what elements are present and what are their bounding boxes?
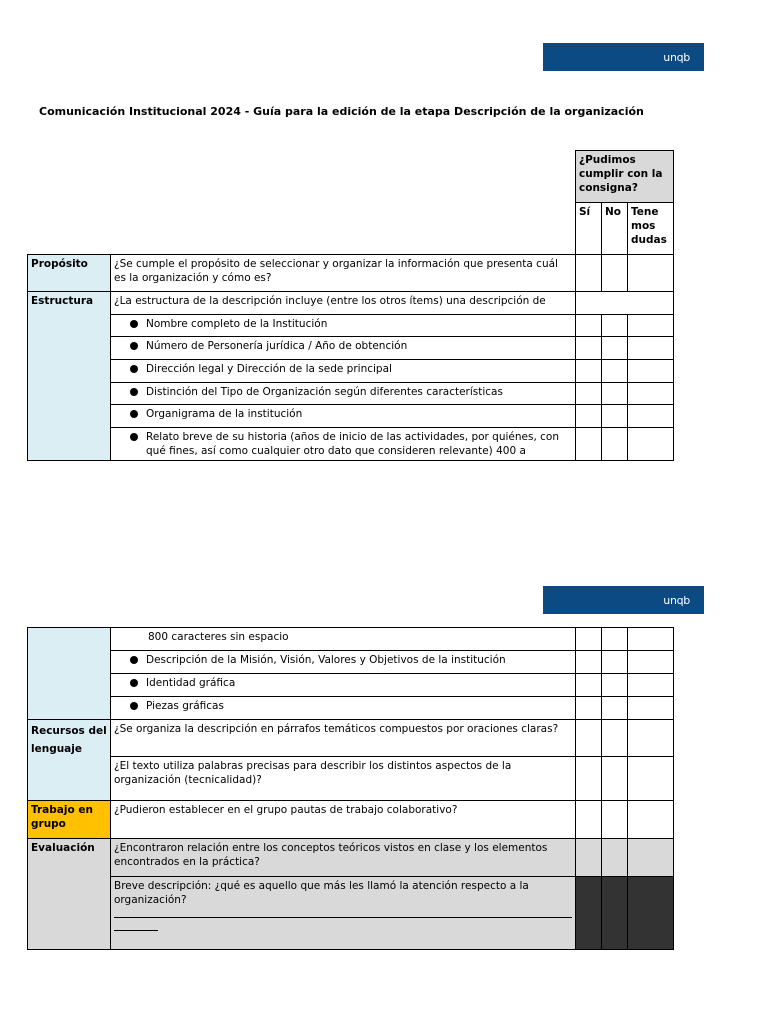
category-estructura: Estructura bbox=[28, 292, 111, 461]
answer-line bbox=[114, 907, 572, 918]
check-no[interactable] bbox=[602, 315, 628, 337]
bullet-icon bbox=[130, 320, 138, 328]
brand-logo bbox=[543, 43, 704, 71]
question-breve: Breve descripción: ¿qué es aquello que más les llamó la atención respecto a la organización? bbox=[114, 880, 529, 906]
header-question: ¿Pudimos cumplir con la consigna? bbox=[576, 151, 674, 203]
check-no[interactable] bbox=[602, 428, 628, 461]
check-dudas[interactable] bbox=[628, 674, 674, 697]
list-item: Número de Personería jurídica / Año de obtención bbox=[114, 339, 572, 353]
question-recursos-2: ¿El texto utiliza palabras precisas para describir los distintos aspectos de la organización (tecnicalidad)? bbox=[111, 757, 576, 801]
check-no[interactable] bbox=[602, 839, 628, 877]
header-dudas: Tene mos dudas bbox=[628, 203, 674, 255]
checklist-table-page2 bbox=[27, 627, 674, 950]
check-dudas[interactable] bbox=[628, 720, 674, 757]
check-dudas[interactable] bbox=[628, 360, 674, 383]
check-dudas[interactable] bbox=[628, 801, 674, 839]
list-item: Descripción de la Misión, Visión, Valores y Objetivos de la institución bbox=[114, 653, 572, 667]
brand-text: unqb bbox=[663, 50, 690, 64]
bullet-icon bbox=[130, 342, 138, 350]
brand-logo bbox=[543, 586, 704, 614]
check-si[interactable] bbox=[576, 428, 602, 461]
check-dudas[interactable] bbox=[628, 337, 674, 360]
bullet-icon bbox=[130, 656, 138, 664]
breve-descripcion-cell[interactable] bbox=[111, 877, 576, 950]
check-dudas[interactable] bbox=[628, 405, 674, 428]
check-dudas[interactable] bbox=[628, 839, 674, 877]
disabled-cell bbox=[628, 877, 674, 950]
check-si[interactable] bbox=[576, 383, 602, 405]
checklist-table-page1 bbox=[27, 150, 674, 461]
page-title: Comunicación Institucional 2024 - Guía para la edición de la etapa Descripción de la organización bbox=[39, 105, 644, 118]
category-recursos: Recursos del lenguaje bbox=[28, 720, 111, 801]
category-trabajo: Trabajo en grupo bbox=[28, 801, 111, 839]
list-item: Piezas gráficas bbox=[114, 699, 572, 713]
check-dudas[interactable] bbox=[628, 428, 674, 461]
check-si[interactable] bbox=[576, 720, 602, 757]
check-dudas[interactable] bbox=[628, 255, 674, 292]
category-evaluacion: Evaluación bbox=[28, 839, 111, 950]
list-item: Relato breve de su historia (años de inicio de las actividades, por quiénes, con qué fines, así como cualquier otro dato que consideren relevante) 400 a bbox=[114, 430, 572, 458]
check-si[interactable] bbox=[576, 757, 602, 801]
disabled-cell bbox=[576, 877, 602, 950]
question-recursos-1: ¿Se organiza la descripción en párrafos temáticos compuestos por oraciones claras? bbox=[111, 720, 576, 757]
list-item-continuation: 800 caracteres sin espacio bbox=[148, 631, 289, 643]
check-no[interactable] bbox=[602, 405, 628, 428]
check-no[interactable] bbox=[602, 360, 628, 383]
header-no: No bbox=[602, 203, 628, 255]
check-si[interactable] bbox=[576, 628, 602, 651]
check-si[interactable] bbox=[576, 839, 602, 877]
brand-text: unqb bbox=[663, 593, 690, 607]
check-no[interactable] bbox=[602, 801, 628, 839]
check-no[interactable] bbox=[602, 674, 628, 697]
check-dudas[interactable] bbox=[628, 383, 674, 405]
check-dudas[interactable] bbox=[628, 757, 674, 801]
check-si[interactable] bbox=[576, 255, 602, 292]
check-no[interactable] bbox=[602, 255, 628, 292]
category-estructura-cont bbox=[28, 628, 111, 720]
check-dudas[interactable] bbox=[628, 697, 674, 720]
header-si: Sí bbox=[576, 203, 602, 255]
check-no[interactable] bbox=[602, 720, 628, 757]
check-si[interactable] bbox=[576, 801, 602, 839]
check-si[interactable] bbox=[576, 651, 602, 674]
question-trabajo: ¿Pudieron establecer en el grupo pautas de trabajo colaborativo? bbox=[111, 801, 576, 839]
bullet-icon bbox=[130, 365, 138, 373]
check-dudas[interactable] bbox=[628, 651, 674, 674]
check-si[interactable] bbox=[576, 405, 602, 428]
bullet-icon bbox=[130, 433, 138, 441]
answer-line-short bbox=[114, 918, 158, 931]
list-item: Nombre completo de la Institución bbox=[114, 317, 572, 331]
check-merged bbox=[576, 292, 674, 315]
check-si[interactable] bbox=[576, 360, 602, 383]
check-si[interactable] bbox=[576, 697, 602, 720]
list-item: Identidad gráfica bbox=[114, 676, 572, 690]
check-no[interactable] bbox=[602, 628, 628, 651]
check-no[interactable] bbox=[602, 383, 628, 405]
check-dudas[interactable] bbox=[628, 315, 674, 337]
check-si[interactable] bbox=[576, 315, 602, 337]
list-item: Distinción del Tipo de Organización según diferentes características bbox=[114, 385, 572, 399]
question-estructura: ¿La estructura de la descripción incluye (entre los otros ítems) una descripción de bbox=[111, 292, 576, 315]
bullet-icon bbox=[130, 410, 138, 418]
check-no[interactable] bbox=[602, 337, 628, 360]
question-evaluacion: ¿Encontraron relación entre los conceptos teóricos vistos en clase y los elementos encontrados en la práctica? bbox=[111, 839, 576, 877]
question-proposito: ¿Se cumple el propósito de seleccionar y organizar la información que presenta cuál es la organización y cómo es? bbox=[111, 255, 576, 292]
check-no[interactable] bbox=[602, 757, 628, 801]
check-no[interactable] bbox=[602, 651, 628, 674]
check-dudas[interactable] bbox=[628, 628, 674, 651]
list-item: Dirección legal y Dirección de la sede principal bbox=[114, 362, 572, 376]
category-proposito: Propósito bbox=[28, 255, 111, 292]
bullet-icon bbox=[130, 679, 138, 687]
bullet-icon bbox=[130, 388, 138, 396]
bullet-icon bbox=[130, 702, 138, 710]
check-si[interactable] bbox=[576, 337, 602, 360]
disabled-cell bbox=[602, 877, 628, 950]
check-no[interactable] bbox=[602, 697, 628, 720]
list-item: Organigrama de la institución bbox=[114, 407, 572, 421]
check-si[interactable] bbox=[576, 674, 602, 697]
